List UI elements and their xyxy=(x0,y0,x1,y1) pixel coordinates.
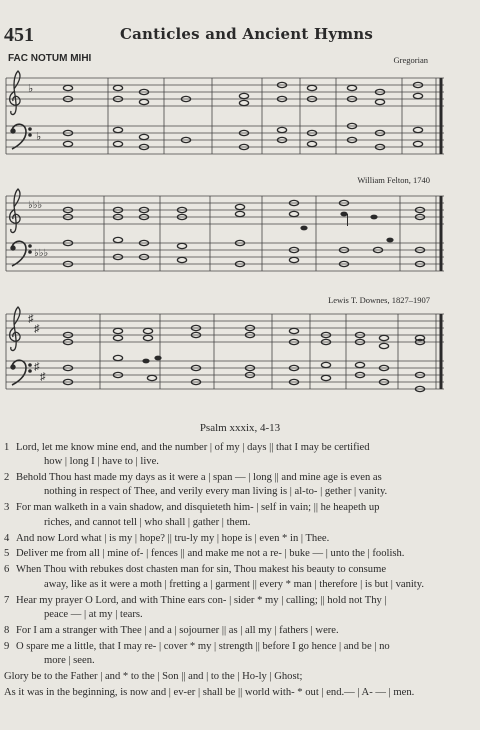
verse xyxy=(4,501,450,530)
svg-text:♭♭♭: ♭♭♭ xyxy=(34,248,49,259)
verse-continuation: nothing in respect of Thee, and verily every man living is | al-to- | gether | vanity. xyxy=(44,486,388,498)
verse-line: Lord, let me know mine end, and the number | of my | days || that I may be certified xyxy=(16,442,370,453)
verse-continuation: how | long I | have to | live. xyxy=(44,456,159,468)
svg-text:♯: ♯ xyxy=(28,313,34,325)
verse-continuation: more | seen. xyxy=(44,654,95,666)
verse-continuation: away, like as it were a moth | fretting a | garment || every * man | therefore | is but | vanity. xyxy=(44,578,425,590)
verse xyxy=(4,594,450,623)
running-title: Canticles and Ancient Hymns xyxy=(120,25,374,43)
verse-line: For man walketh in a vain shadow, and disquieteth him- | self in vain; || he heapeth up xyxy=(16,502,380,514)
verse xyxy=(4,640,450,669)
chant-1-system xyxy=(6,71,444,154)
psalm-text xyxy=(4,441,450,702)
verse-continuation: riches, and cannot tell | who shall | gather | them. xyxy=(44,516,251,528)
svg-text:♯: ♯ xyxy=(34,323,40,335)
verse-number: 4 xyxy=(4,532,10,544)
page-number: 451 xyxy=(4,24,34,46)
psalm-reference: Psalm xxxix, 4-13 xyxy=(199,422,281,434)
verse-line: Behold Thou hast made my days as it were a | span — | long || and mine age is even as xyxy=(16,472,382,484)
verse-number: 8 xyxy=(4,624,10,636)
verse-number: 1 xyxy=(4,442,10,453)
verse-number: 5 xyxy=(4,548,10,560)
verse-line: O spare me a little, that I may re- | cover * my | strength || before I go hence | and be | no xyxy=(16,640,390,652)
verse-number: 2 xyxy=(4,472,10,484)
svg-text:♭: ♭ xyxy=(36,131,42,143)
chant-2-composer: William Felton, 1740 xyxy=(357,175,430,185)
verse-number: 3 xyxy=(4,502,10,514)
verse xyxy=(4,532,450,546)
verse-number: 6 xyxy=(4,564,10,576)
svg-text:♭♭♭: ♭♭♭ xyxy=(28,200,43,211)
verse-line: For I am a stranger with Thee | and a | sojourner || as | all my | fathers | were. xyxy=(16,624,339,636)
verse xyxy=(4,547,450,561)
verse-line: When Thou with rebukes dost chasten man for sin, Thou makest his beauty to consume xyxy=(16,564,387,576)
chant-title: FAC NOTUM MIHI xyxy=(8,53,92,64)
verse-number: 9 xyxy=(4,640,10,652)
svg-text:♯: ♯ xyxy=(40,371,46,383)
verse-line: Deliver me from all | mine of- | fences || and make me not a re- | buke — | unto the | foolish. xyxy=(16,548,405,560)
doxology-line: As it was in the beginning, is now and | ev-er | shall be || world with- * out | end.— | A- — | men. xyxy=(4,686,415,698)
verse-continuation: peace — | at my | tears. xyxy=(44,608,143,620)
verse xyxy=(4,441,450,470)
verse xyxy=(4,471,450,500)
chant-3-composer: Lewis T. Downes, 1827–1907 xyxy=(328,295,430,305)
doxology-line: Glory be to the Father | and * to the | Son || and | to the | Ho-ly | Ghost; xyxy=(4,670,303,682)
verse xyxy=(4,563,450,592)
verse-line: And now Lord what | is my | hope? || tru-ly my | hope is | even * in | Thee. xyxy=(16,532,330,544)
verse-number: 7 xyxy=(4,594,10,606)
chant-2-system xyxy=(6,189,444,271)
chant-1-composer: Gregorian xyxy=(393,55,428,65)
chant-3-system xyxy=(6,307,444,392)
verse-line: Hear my prayer O Lord, and with Thine ears con- | sider * my | calling; || hold not Thy | xyxy=(16,594,387,606)
verse xyxy=(4,624,450,638)
svg-text:♯: ♯ xyxy=(34,361,40,373)
svg-text:♭: ♭ xyxy=(28,83,34,95)
